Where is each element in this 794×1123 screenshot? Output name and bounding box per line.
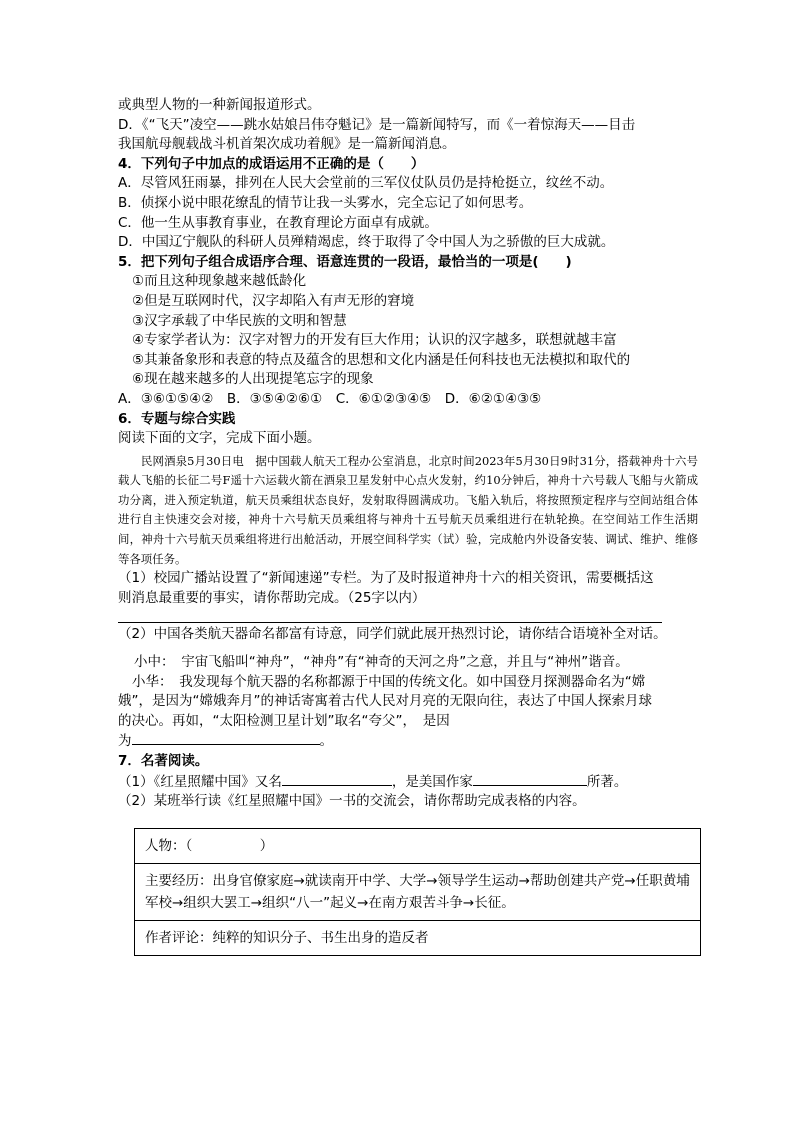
question-5-item-6: ⑥现在越来越多的人出现提笔忘字的现象 (132, 371, 374, 388)
table-person-cell[interactable]: 人物：（ ） (135, 829, 700, 864)
question-5-title: 5．把下列句子组合成语序合理、语意连贯的一段语，最恰当的一项是( ) (118, 253, 572, 270)
option-d-line1: D．《“飞天”凌空——跳水姑娘吕伟夺魁记》是一篇新闻特写，而《一着惊海天——目击 (118, 116, 636, 133)
question-5-item-3: ③汉字承载了中华民族的文明和智慧 (132, 312, 347, 329)
question-5-item-4: ④专家学者认为：汉字对智力的开发有巨大作用；认识的汉字越多，联想就越丰富 (132, 332, 617, 349)
answer-blank[interactable] (132, 731, 320, 745)
author-blank[interactable] (473, 772, 587, 786)
alias-blank[interactable] (282, 772, 392, 786)
reading-table (134, 828, 701, 956)
news-passage: 民网酒泉5月30日电 据中国载人航天工程办公室消息，北京时间2023年5月30日9时31分，搭载神舟十六号载人飞船的长征二号F遥十六运载火箭在酒泉卫星发射中心点火发射，约10分钟后，神舟十六号载人飞船与火箭成功分离，进入预定轨道，航天员乘组状态良好，发射取得圆满成功。飞船入轨后，将按照预定程序与空间站组合体进行自主快速交会对接，神舟十六号航天员乘组将与神舟十五号航天员乘组进行在轨轮换。在空间站工作生活期间，神舟十六号航天员乘组将进行出舱活动，开展空间科学实（试）验，完成舱内外设备安装、调试、维护、维修等各项任务。 (118, 453, 698, 566)
question-7-title: 7．名著阅读。 (118, 753, 209, 769)
question-5-options: A．③⑥①⑤④② B．③⑤④②⑥① C．⑥①②③④⑤ D．⑥②①④③⑤ (118, 390, 542, 407)
sub-question-1-line1: （1）校园广播站设置了“新闻速递”专栏。为了及时报道神舟十六的相关资讯，需要概括这 (118, 570, 654, 587)
question-5-item-1: ①而且这种现象越来越低龄化 (132, 273, 307, 290)
q7-sub1-part-a: （1）《红星照耀中国》又名 (118, 773, 282, 790)
question-4-option-b: B．侦探小说中眼花缭乱的情节让我一头雾水，完全忘记了如何思考。 (118, 194, 533, 211)
question-4-title: 4．下列句子中加点的成语运用不正确的是（ ） (118, 155, 425, 172)
option-d-line2: 我国航母舰载战斗机首架次成功着舰》是一篇新闻消息。 (118, 136, 456, 153)
dialogue-xiaohua-line3: 的决心。再如，“太阳检测卫星计划”取名“夸父”， 是因 (118, 712, 450, 729)
question-6-title: 6．专题与综合实践 (118, 410, 236, 427)
text-line: 或典型人物的一种新闻报道形式。 (118, 97, 321, 113)
dialogue-xiaohua-line1: 小华： 我发现每个航天器的名称都源于中国的传统文化。如中国登月探测器命名为“嫦 (132, 673, 646, 690)
dialogue-suffix: 。 (319, 733, 333, 750)
dialogue-xiaohua-line4 (118, 731, 698, 752)
question-4-option-a: A．尽管风狂雨暴，排列在人民大会堂前的三军仪仗队员仍是持枪挺立，纹丝不动。 (118, 175, 614, 192)
question-5-item-2: ②但是互联网时代，汉字却陷入有声无形的窘境 (132, 292, 415, 309)
reading-instruction: 阅读下面的文字，完成下面小题。 (118, 430, 321, 447)
table-experience-cell: 主要经历：出身官僚家庭→就读南开中学、大学→领导学生运动→帮助创建共产党→任职黄埔军校→组织大罢工→组织“八一”起义→在南方艰苦斗争→长征。 (135, 864, 700, 921)
dialogue-xiaozhong: 小中： 宇宙飞船叫“神舟”，“神舟”有“神奇的天河之舟”之意，并且与“神州”谐音。 (134, 654, 629, 671)
question-4-option-c: C．他一生从事教育事业，在教育理论方面卓有成就。 (118, 214, 438, 231)
question-7-sub2: （2）某班举行读《红星照耀中国》一书的交流会，请你帮助完成表格的内容。 (118, 793, 586, 810)
dialogue-prefix: 为 (118, 733, 132, 750)
dialogue-xiaohua-line2: 娥”，是因为“嫦娥奔月”的神话寄寓着古代人民对月亮的无限向往，表达了中国人探索月球 (118, 693, 652, 710)
answer-line[interactable] (118, 608, 662, 623)
question-5-item-5: ⑤其兼备象形和表意的特点及蕴含的思想和文化内涵是任何科技也无法模拟和取代的 (132, 351, 631, 368)
sub-question-2: （2）中国各类航天器命名都富有诗意，同学们就此展开热烈讨论，请你结合语境补全对话。 (118, 626, 667, 643)
q7-sub1-part-b: ，是美国作家 (391, 773, 473, 790)
table-comment-cell: 作者评论：纯粹的知识分子、书生出身的造反者 (145, 929, 429, 946)
sub-question-1-line2: 则消息最重要的事实，请你帮助完成。（25字以内） (118, 589, 426, 606)
question-7-sub1 (118, 772, 698, 793)
q7-sub1-part-c: 所著。 (586, 773, 628, 790)
exam-page (118, 96, 698, 956)
question-4-option-d: D．中国辽宁舰队的科研人员殚精竭虑，终于取得了令中国人为之骄傲的巨大成就。 (118, 234, 615, 251)
